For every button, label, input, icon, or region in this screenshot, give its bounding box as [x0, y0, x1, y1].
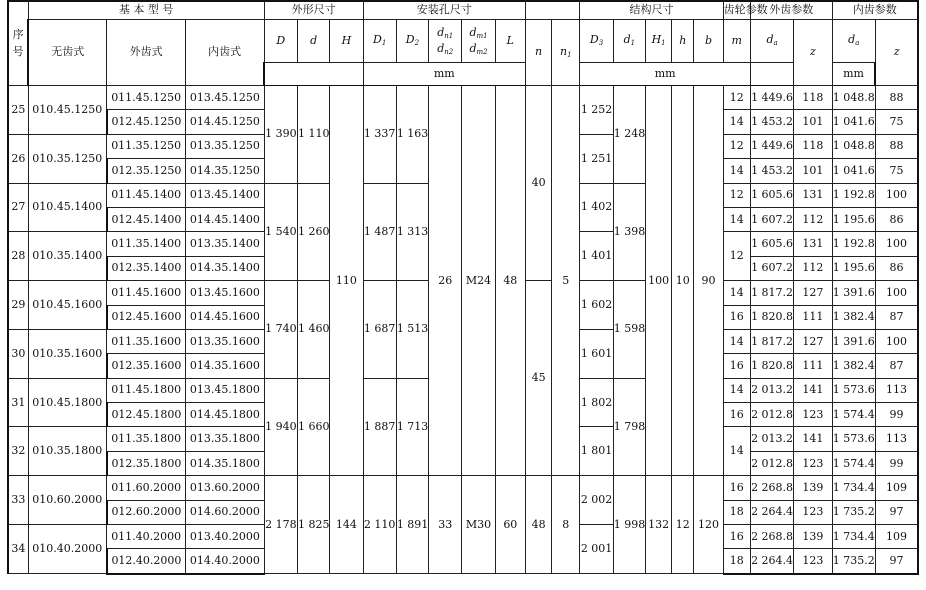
col-d: d — [297, 20, 329, 63]
dim-D3: 1 802 — [580, 378, 613, 427]
dim-D3: 1 602 — [580, 281, 613, 330]
no-gear-model: 010.45.1800 — [28, 378, 107, 427]
dim-D3: 1 401 — [580, 232, 613, 281]
seq-number: 28 — [8, 232, 28, 281]
ext-da: 1 449.6 — [750, 86, 793, 110]
dim-D2: 1 713 — [396, 378, 428, 476]
dim-D2: 1 891 — [396, 476, 428, 574]
ext-gear-model: 011.45.1250 — [107, 86, 186, 110]
ext-gear-model: 011.35.1800 — [107, 427, 186, 451]
int-gear-model: 014.35.1400 — [186, 256, 265, 280]
dim-H: 144 — [330, 476, 363, 574]
ext-da: 1 817.2 — [750, 329, 793, 353]
dim-D2: 1 163 — [396, 86, 428, 184]
ext-gear-model: 011.45.1800 — [107, 378, 186, 402]
gear-module: 16 — [723, 305, 750, 329]
seq-header-2: 号 — [12, 44, 24, 58]
int-z: 99 — [875, 451, 918, 475]
col-D1-sub: 1 — [381, 39, 387, 48]
seq-number: 31 — [8, 378, 28, 427]
gear-module: 14 — [723, 329, 750, 353]
col-int-da-main: d — [848, 33, 856, 47]
dim-d1: 1 998 — [613, 476, 645, 574]
col-D2 — [396, 20, 428, 63]
dim-L: 48 — [495, 86, 525, 476]
dim-D3: 1 801 — [580, 427, 613, 476]
int-gear-model: 014.40.2000 — [186, 549, 265, 574]
ext-z: 141 — [794, 427, 832, 451]
dim-n: 45 — [525, 281, 551, 476]
int-da: 1 048.8 — [832, 134, 875, 158]
col-int-da — [832, 20, 875, 63]
dim-dn: 26 — [429, 86, 462, 476]
dim-b: 90 — [694, 86, 723, 476]
col-n1-sub: 1 — [567, 50, 572, 59]
int-da: 1 573.6 — [832, 427, 875, 451]
int-da: 1 195.6 — [832, 207, 875, 231]
ext-gear-model: 012.35.1250 — [107, 159, 186, 183]
col-dm1-sub: m1 — [476, 31, 488, 40]
int-z: 109 — [875, 476, 918, 500]
ext-gear-model: 012.45.1400 — [107, 207, 186, 231]
int-z: 87 — [875, 354, 918, 378]
ext-z: 139 — [794, 476, 832, 500]
no-gear-model: 010.35.1250 — [28, 134, 107, 183]
seq-number: 25 — [8, 86, 28, 135]
ext-gear-model: 011.45.1600 — [107, 281, 186, 305]
ext-gear-model: 012.60.2000 — [107, 500, 186, 524]
ext-gear-model: 012.40.2000 — [107, 549, 186, 574]
col-D2-main: D — [405, 33, 415, 47]
col-ext-da — [750, 20, 793, 63]
ext-da: 1 605.6 — [750, 183, 793, 207]
int-gear-model: 014.45.1800 — [186, 403, 265, 427]
dim-D: 1 540 — [264, 183, 297, 281]
seq-header — [8, 1, 28, 86]
dim-d: 1 460 — [297, 281, 329, 379]
dim-dn: 33 — [429, 476, 462, 574]
ext-da: 2 264.4 — [750, 549, 793, 574]
seq-number: 29 — [8, 281, 28, 330]
int-gear-model: 014.35.1800 — [186, 451, 265, 475]
col-int-z: z — [875, 20, 918, 86]
col-ext-z: z — [794, 20, 832, 86]
int-da: 1 382.4 — [832, 354, 875, 378]
col-dn2 — [437, 41, 453, 58]
table-row — [8, 86, 918, 110]
dim-dm: M30 — [462, 476, 495, 574]
int-z: 97 — [875, 500, 918, 524]
dim-D1: 2 110 — [363, 476, 396, 574]
int-da: 1 391.6 — [832, 281, 875, 305]
struct-dims-header: 结构尺寸 — [580, 1, 723, 20]
int-da: 1 735.2 — [832, 500, 875, 524]
dim-n1: 5 — [552, 86, 580, 476]
col-D3 — [580, 20, 613, 63]
unit-mm-mount: mm — [363, 63, 525, 86]
dim-D3: 1 252 — [580, 86, 613, 135]
col-dm1 — [469, 25, 487, 42]
no-gear-model: 010.45.1400 — [28, 183, 107, 232]
ext-z: 118 — [794, 134, 832, 158]
ext-gear-model: 011.60.2000 — [107, 476, 186, 500]
ext-gear-model: 011.45.1400 — [107, 183, 186, 207]
table-row — [8, 476, 918, 500]
ext-z: 101 — [794, 159, 832, 183]
dim-n1: 8 — [552, 476, 580, 574]
int-gear-model: 014.45.1600 — [186, 305, 265, 329]
int-gear-model: 014.60.2000 — [186, 500, 265, 524]
int-da: 1 574.4 — [832, 451, 875, 475]
int-gear-header: 内齿式 — [186, 20, 265, 86]
int-da: 1 048.8 — [832, 86, 875, 110]
gear-module: 16 — [723, 403, 750, 427]
col-dm2-main: d — [469, 42, 477, 55]
int-z: 100 — [875, 329, 918, 353]
int-da: 1 195.6 — [832, 256, 875, 280]
ext-da: 1 607.2 — [750, 207, 793, 231]
ext-da: 2 012.8 — [750, 403, 793, 427]
dim-d1: 1 398 — [613, 183, 645, 281]
int-da: 1 192.8 — [832, 232, 875, 256]
dim-d: 1 825 — [297, 476, 329, 574]
col-dn2-sub: n2 — [444, 48, 454, 56]
seq-number: 30 — [8, 329, 28, 378]
int-gear-model: 013.45.1250 — [186, 86, 265, 110]
seq-number: 33 — [8, 476, 28, 525]
dim-D: 2 178 — [264, 476, 297, 574]
int-z: 113 — [875, 378, 918, 402]
dim-n: 40 — [525, 86, 551, 281]
dim-d1: 1 248 — [613, 86, 645, 184]
ext-da: 1 817.2 — [750, 281, 793, 305]
int-da: 1 573.6 — [832, 378, 875, 402]
no-gear-model: 010.45.1250 — [28, 86, 107, 135]
gear-module: 18 — [723, 549, 750, 574]
dim-d: 1 660 — [297, 378, 329, 476]
int-z: 97 — [875, 549, 918, 574]
gear-params-header: 齿轮参数 — [723, 1, 750, 20]
col-L: L — [495, 20, 525, 63]
col-D3-sub: 3 — [598, 39, 604, 48]
gear-module: 16 — [723, 354, 750, 378]
unit-cell-outline — [264, 63, 363, 86]
gear-module: 14 — [723, 281, 750, 305]
gear-module: 14 — [723, 159, 750, 183]
ext-da: 2 264.4 — [750, 500, 793, 524]
ext-z: 127 — [794, 329, 832, 353]
ext-gear-model: 012.35.1800 — [107, 451, 186, 475]
ext-gear-model: 012.45.1800 — [107, 403, 186, 427]
gear-module: 14 — [723, 207, 750, 231]
ext-params-header: 外齿参数 — [750, 1, 832, 20]
dim-d: 1 260 — [297, 183, 329, 281]
gear-module: 14 — [723, 427, 750, 476]
unit-mm-struct: mm — [580, 63, 750, 86]
ext-gear-model: 012.45.1600 — [107, 305, 186, 329]
spec-table-wrap — [7, 0, 919, 575]
int-da: 1 041.6 — [832, 110, 875, 134]
col-n1-main: n — [560, 44, 568, 58]
gear-module: 12 — [723, 134, 750, 158]
dim-h: 10 — [672, 86, 694, 476]
col-H: H — [330, 20, 363, 63]
ext-da: 1 453.2 — [750, 110, 793, 134]
ext-z: 111 — [794, 305, 832, 329]
col-m: m — [723, 20, 750, 63]
int-gear-model: 014.45.1400 — [186, 207, 265, 231]
col-dn — [429, 20, 462, 63]
int-gear-model: 013.35.1400 — [186, 232, 265, 256]
no-gear-model: 010.35.1800 — [28, 427, 107, 476]
col-D1 — [363, 20, 396, 63]
col-D2-sub: 2 — [414, 39, 420, 48]
ext-da: 2 268.8 — [750, 525, 793, 549]
ext-z: 123 — [794, 403, 832, 427]
ext-z: 112 — [794, 207, 832, 231]
dim-D3: 2 002 — [580, 476, 613, 525]
gear-module: 16 — [723, 476, 750, 500]
int-gear-model: 013.40.2000 — [186, 525, 265, 549]
ext-gear-header: 外齿式 — [107, 20, 186, 86]
bearing-spec-table — [7, 0, 919, 575]
no-gear-model: 010.45.1600 — [28, 281, 107, 330]
col-dn1-sub: n1 — [444, 31, 454, 40]
col-h: h — [672, 20, 694, 63]
col-dm1-main: d — [469, 25, 477, 39]
int-gear-model: 013.35.1250 — [186, 134, 265, 158]
col-dm2-sub: m2 — [476, 48, 488, 56]
gear-module: 18 — [723, 500, 750, 524]
blank-header — [525, 1, 579, 20]
col-dm2 — [469, 41, 487, 58]
dim-D: 1 740 — [264, 281, 297, 379]
int-z: 88 — [875, 134, 918, 158]
int-da: 1 192.8 — [832, 183, 875, 207]
dim-H1: 100 — [645, 86, 671, 476]
dim-n: 48 — [525, 476, 551, 574]
ext-gear-model: 012.35.1400 — [107, 256, 186, 280]
basic-model-header: 基 本 型 号 — [28, 1, 264, 20]
gear-module: 14 — [723, 110, 750, 134]
col-H1-sub: 1 — [661, 39, 666, 48]
int-z: 100 — [875, 232, 918, 256]
int-gear-model: 013.45.1400 — [186, 183, 265, 207]
int-z: 99 — [875, 403, 918, 427]
int-z: 86 — [875, 256, 918, 280]
dim-D3: 1 601 — [580, 329, 613, 378]
int-z: 113 — [875, 427, 918, 451]
dim-D1: 1 687 — [363, 281, 396, 379]
int-gear-model: 013.45.1600 — [186, 281, 265, 305]
int-z: 100 — [875, 281, 918, 305]
dim-d1: 1 798 — [613, 378, 645, 476]
ext-z: 123 — [794, 500, 832, 524]
col-D: D — [264, 20, 297, 63]
dim-D: 1 390 — [264, 86, 297, 184]
col-dn1-main: d — [437, 25, 445, 39]
int-params-header: 内齿参数 — [832, 1, 918, 20]
int-da: 1 574.4 — [832, 403, 875, 427]
ext-da: 1 605.6 — [750, 232, 793, 256]
int-da: 1 041.6 — [832, 159, 875, 183]
int-da: 1 391.6 — [832, 329, 875, 353]
int-z: 87 — [875, 305, 918, 329]
ext-da: 2 012.8 — [750, 451, 793, 475]
gear-module: 14 — [723, 378, 750, 402]
int-z: 88 — [875, 86, 918, 110]
dim-h: 12 — [672, 476, 694, 574]
seq-number: 26 — [8, 134, 28, 183]
mount-dims-header: 安装孔尺寸 — [363, 1, 525, 20]
dim-H1: 132 — [645, 476, 671, 574]
col-d1 — [613, 20, 645, 63]
int-z: 75 — [875, 110, 918, 134]
no-gear-model: 010.35.1600 — [28, 329, 107, 378]
int-gear-model: 013.35.1800 — [186, 427, 265, 451]
gear-module: 16 — [723, 525, 750, 549]
ext-z: 118 — [794, 86, 832, 110]
ext-z: 112 — [794, 256, 832, 280]
ext-z: 127 — [794, 281, 832, 305]
int-gear-model: 014.35.1600 — [186, 354, 265, 378]
ext-z: 131 — [794, 232, 832, 256]
ext-da: 1 607.2 — [750, 256, 793, 280]
dim-H: 110 — [330, 86, 363, 476]
seq-header-1: 序 — [12, 28, 24, 41]
dim-D1: 1 337 — [363, 86, 396, 184]
ext-da: 2 268.8 — [750, 476, 793, 500]
int-gear-model: 014.45.1250 — [186, 110, 265, 134]
col-dn2-main: d — [437, 42, 445, 55]
ext-da: 1 449.6 — [750, 134, 793, 158]
dim-b: 120 — [694, 476, 723, 574]
seq-number: 27 — [8, 183, 28, 232]
col-dm — [462, 20, 495, 63]
int-gear-model: 013.60.2000 — [186, 476, 265, 500]
int-gear-model: 013.45.1800 — [186, 378, 265, 402]
dim-d: 1 110 — [297, 86, 329, 184]
ext-da: 2 013.2 — [750, 427, 793, 451]
int-da: 1 734.4 — [832, 476, 875, 500]
ext-da: 1 820.8 — [750, 354, 793, 378]
dim-D3: 1 251 — [580, 134, 613, 183]
col-D1-main: D — [373, 33, 382, 47]
ext-gear-model: 011.35.1250 — [107, 134, 186, 158]
ext-da: 1 820.8 — [750, 305, 793, 329]
int-z: 109 — [875, 525, 918, 549]
dim-D: 1 940 — [264, 378, 297, 476]
ext-z: 131 — [794, 183, 832, 207]
dim-D2: 1 313 — [396, 183, 428, 281]
int-z: 100 — [875, 183, 918, 207]
col-dn1 — [437, 25, 453, 42]
no-gear-model: 010.60.2000 — [28, 476, 107, 525]
int-gear-model: 013.35.1600 — [186, 329, 265, 353]
spec-table-body — [8, 86, 918, 574]
dim-dm: M24 — [462, 86, 495, 476]
col-ext-da-main: d — [766, 33, 774, 47]
col-b: b — [694, 20, 723, 63]
gear-module: 12 — [723, 232, 750, 281]
gear-module: 12 — [723, 86, 750, 110]
unit-mm-int: mm — [832, 63, 875, 86]
ext-gear-model: 012.45.1250 — [107, 110, 186, 134]
int-da: 1 735.2 — [832, 549, 875, 574]
col-n1 — [552, 20, 580, 86]
ext-z: 139 — [794, 525, 832, 549]
dim-D2: 1 513 — [396, 281, 428, 379]
ext-gear-model: 011.35.1600 — [107, 329, 186, 353]
col-d1-main: d — [623, 33, 631, 47]
col-H1-main: H — [651, 33, 662, 47]
col-ext-da-sub: a — [773, 39, 778, 48]
dim-d1: 1 598 — [613, 281, 645, 379]
dim-D3: 1 402 — [580, 183, 613, 232]
int-da: 1 382.4 — [832, 305, 875, 329]
col-d1-sub: 1 — [630, 39, 636, 48]
ext-z: 111 — [794, 354, 832, 378]
outline-dims-header: 外形尺寸 — [264, 1, 363, 20]
unit-cell-ext-da — [750, 63, 793, 86]
no-gear-header: 无齿式 — [28, 20, 107, 86]
ext-z: 101 — [794, 110, 832, 134]
int-z: 86 — [875, 207, 918, 231]
seq-number: 34 — [8, 525, 28, 574]
ext-da: 2 013.2 — [750, 378, 793, 402]
col-H1 — [645, 20, 671, 63]
col-int-da-sub: a — [855, 39, 860, 48]
ext-gear-model: 012.35.1600 — [107, 354, 186, 378]
gear-module: 12 — [723, 183, 750, 207]
ext-z: 141 — [794, 378, 832, 402]
ext-gear-model: 011.35.1400 — [107, 232, 186, 256]
ext-z: 123 — [794, 451, 832, 475]
ext-gear-model: 011.40.2000 — [107, 525, 186, 549]
dim-D1: 1 487 — [363, 183, 396, 281]
col-D3-main: D — [589, 33, 599, 47]
no-gear-model: 010.35.1400 — [28, 232, 107, 281]
int-da: 1 734.4 — [832, 525, 875, 549]
int-gear-model: 014.35.1250 — [186, 159, 265, 183]
no-gear-model: 010.40.2000 — [28, 525, 107, 574]
ext-da: 1 453.2 — [750, 159, 793, 183]
int-z: 75 — [875, 159, 918, 183]
dim-D1: 1 887 — [363, 378, 396, 476]
seq-number: 32 — [8, 427, 28, 476]
dim-D3: 2 001 — [580, 525, 613, 574]
dim-L: 60 — [495, 476, 525, 574]
ext-z: 123 — [794, 549, 832, 574]
col-n: n — [525, 20, 551, 86]
